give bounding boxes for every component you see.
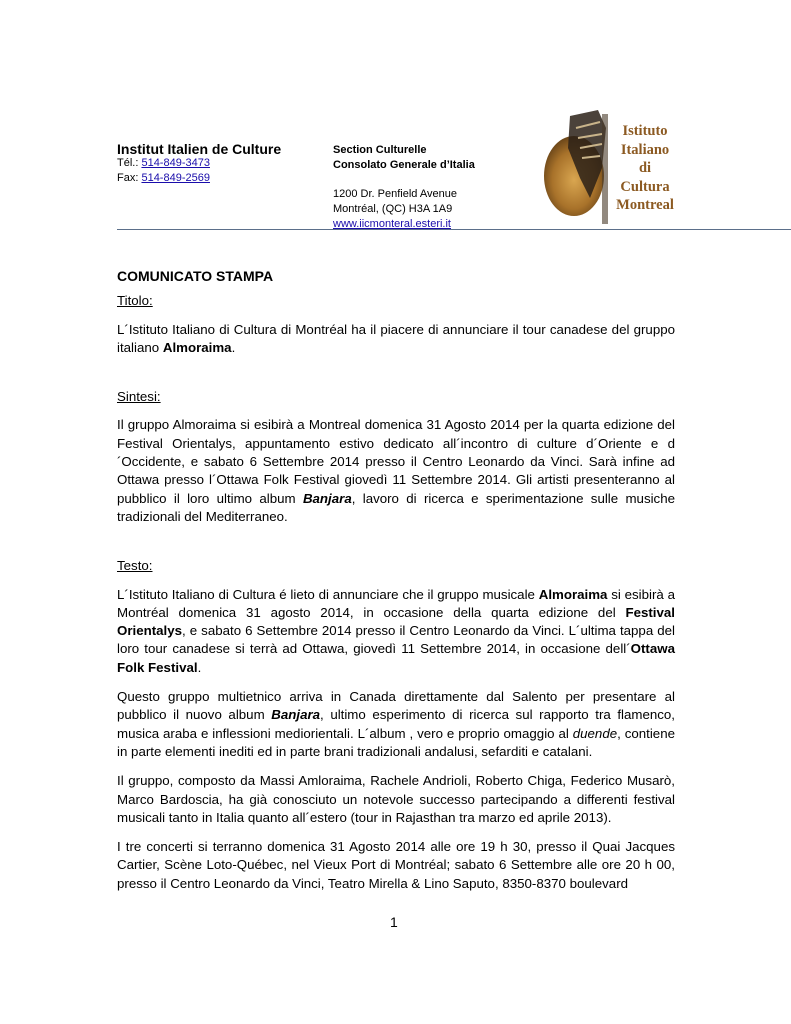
page-number: 1 — [390, 914, 398, 930]
logo-line: Italiano — [620, 141, 670, 158]
fax-link[interactable]: 514-849-2569 — [141, 172, 210, 184]
section-heading: COMUNICATO STAMPA — [117, 268, 274, 284]
press-release-body — [117, 267, 675, 893]
address-block — [333, 143, 475, 232]
testo-paragraph-4: I tre concerti si terranno domenica 31 Agosto 2014 alle ore 19 h 30, presso il Quai Jacques Cartier, Scène Loto-Québec, nel Vieux Port di Montréal; sabato 6 Settembre alle ore 20 h 00, presso il Centro Leonardo da Vinci, Teatro Mirella & Lino Saputo, 8350-8370 boulevard — [117, 839, 675, 891]
contact-block — [117, 156, 210, 186]
logo-line: di — [638, 160, 652, 176]
titolo-label: Titolo: — [117, 293, 153, 309]
org-title: Institut Italien de Culture — [117, 141, 282, 157]
tel-label: Tél.: — [117, 157, 142, 169]
sintesi-text: Il gruppo Almoraima si esibirà a Montreal domenica 31 Agosto 2014 per la quarta edizione del Festival Orientalys, appuntamento estivo dedicato all´incontro di culture d´Oriente e d´Occidente, e sabato 6 Settembre 2014 presso il Centro Leonardo da Vinci. Sarà infine ad Ottawa presso l´Ottawa Folk Festival giovedì 11 Settembre 2014. Gli artisti presenteranno al pubblico il loro ultimo album Banjara, lavoro di ricerca e sperimentazione sulle musiche tradizionali del Mediterraneo. — [117, 417, 675, 524]
tel-line — [117, 156, 210, 171]
header-divider — [117, 229, 791, 230]
fax-label: Fax: — [117, 172, 142, 184]
logo-line: Cultura — [620, 178, 670, 195]
titolo-text: L´Istituto Italiano di Cultura di Montréal ha il piacere di annunciare il tour canadese del gruppo italiano Almoraima. — [117, 321, 675, 355]
address-line-2: Montréal, (QC) H3A 1A9 — [333, 203, 453, 215]
section-name: Section Culturelle — [333, 144, 427, 156]
testo-label: Testo: — [117, 558, 153, 574]
consolato-name: Consolato Generale d’Italia — [333, 159, 475, 171]
logo-line: Montreal — [616, 197, 674, 213]
testo-paragraph-2: Questo gruppo multietnico arriva in Canada direttamente dal Salento per presentare al pubblico il nuovo album Banjara, ultimo esperimento di ricerca sul rapporto tra flamenco, musica araba e inflessioni mediorientali. L´album , vero e proprio omaggio al duende, contiene in parte elementi inediti ed in parte brani tradizionali andalusi, sefarditi e catalani. — [117, 689, 676, 759]
logo-text — [612, 122, 678, 215]
testo-paragraph-1: L´Istituto Italiano di Cultura é lieto di annunciare che il gruppo musicale Almoraima si esibirà a Montréal domenica 31 agosto 2014, in occasione della quarta edizione del Festival Orientalys, e sabato 6 Settembre 2014 presso il Centro Leonardo da Vinci. L´ultima tappa del loro tour canadese si terrà ad Ottawa, giovedì 11 Settembre 2014, in occasione dell´Ottawa Folk Festival. — [117, 586, 675, 675]
sintesi-label: Sintesi: — [117, 389, 161, 405]
logo-line: Istituto — [622, 123, 668, 139]
address-line-1: 1200 Dr. Penfield Avenue — [333, 188, 457, 200]
fax-line — [117, 171, 210, 186]
tel-link[interactable]: 514-849-3473 — [141, 157, 210, 169]
testo-paragraph-3: Il gruppo, composto da Massi Amloraima, Rachele Andrioli, Roberto Chiga, Federico Musarò, Marco Bardoscia, ha già conosciuto un notevole successo partecipando a differenti festival musicali tanto in Italia quanto all´estero (tour in Rajasthan tra marzo ed aprile 2013). — [117, 773, 675, 825]
website-link[interactable]: www.iicmonteral.esteri.it — [333, 218, 451, 230]
institute-logo-image — [540, 108, 610, 226]
